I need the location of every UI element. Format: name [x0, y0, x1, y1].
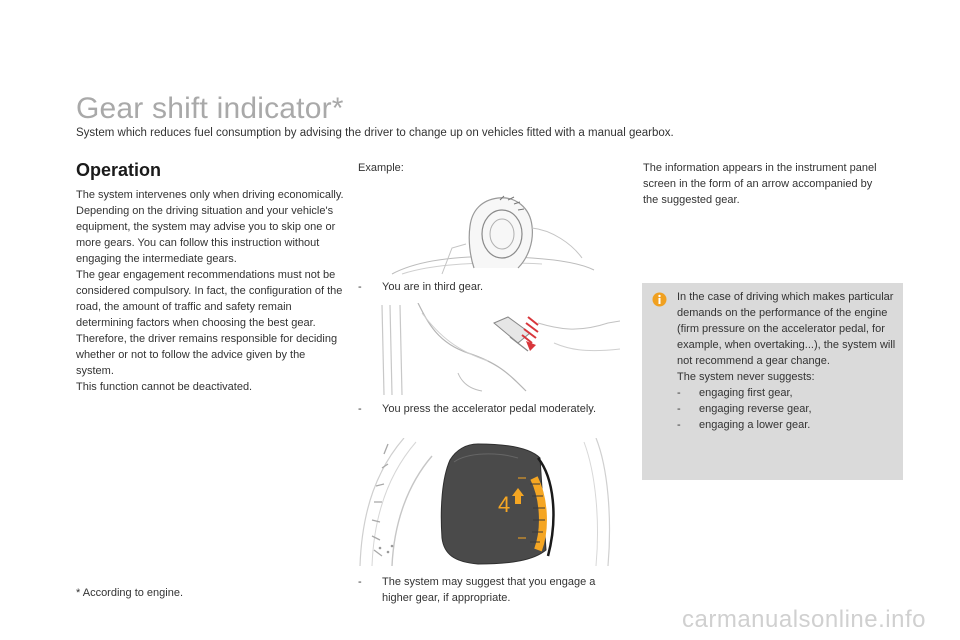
- example-step: [358, 574, 618, 606]
- page-subtitle: System which reduces fuel consumption by advising the driver to change up on vehicles fitted with a manual gearbox.: [76, 127, 674, 139]
- step-dash: -: [358, 576, 362, 588]
- example-step: [358, 279, 618, 295]
- footnote: * According to engine.: [76, 587, 184, 599]
- note-body: [677, 289, 899, 433]
- operation-paragraph: The gear engagement recommendations must not be considered compulsory. In fact, the configuration of the road, the amount of traffic and safety remain determining factors when choosing the best gear. Therefore, the driver remains responsible for deciding whether or not to follow the advice given by the system.: [76, 269, 343, 377]
- page-title: Gear shift indicator*: [76, 92, 344, 125]
- operation-paragraph: Depending on the driving situation and your vehicle's equipment, the system may advise you to skip one or more gears. You can follow this instruction without engaging the intermediate gears.: [76, 205, 336, 265]
- gear-knob-illustration: [382, 188, 596, 276]
- instrument-panel-illustration: [358, 438, 614, 566]
- list-dash: -: [677, 419, 681, 431]
- example-label: Example:: [358, 162, 404, 174]
- note-list-item: [677, 417, 899, 433]
- note-never-label: The system never suggests:: [677, 371, 815, 383]
- list-dash: -: [677, 403, 681, 415]
- operation-heading: Operation: [76, 160, 162, 180]
- suggested-gear-number: 4: [498, 492, 511, 517]
- info-paragraph: The information appears in the instrument panel screen in the form of an arrow accompanied by the suggested gear.: [643, 162, 877, 206]
- accelerator-pedal-illustration: [358, 303, 620, 395]
- note-intro: In the case of driving which makes particular demands on the performance of the engine (firm pressure on the accelerator pedal, for example, when overtaking...), the system will not recommend a gear change.: [677, 291, 896, 367]
- operation-paragraph: The system intervenes only when driving economically.: [76, 189, 344, 201]
- step-dash: -: [358, 281, 362, 293]
- operation-body: [76, 187, 346, 395]
- note-list-item: [677, 401, 899, 417]
- info-icon: [652, 292, 667, 307]
- note-list-item: [677, 385, 899, 401]
- watermark: carmanualsonline.info: [682, 606, 926, 633]
- note-item-text: engaging reverse gear,: [699, 403, 812, 415]
- note-item-text: engaging a lower gear.: [699, 419, 811, 431]
- step-text: You are in third gear.: [382, 281, 484, 293]
- list-dash: -: [677, 387, 681, 399]
- note-item-text: engaging first gear,: [699, 387, 793, 399]
- operation-paragraph: This function cannot be deactivated.: [76, 381, 253, 393]
- step-text: The system may suggest that you engage a higher gear, if appropriate.: [382, 576, 596, 604]
- step-text: You press the accelerator pedal moderately.: [382, 403, 597, 415]
- example-step: [358, 401, 618, 417]
- step-dash: -: [358, 403, 362, 415]
